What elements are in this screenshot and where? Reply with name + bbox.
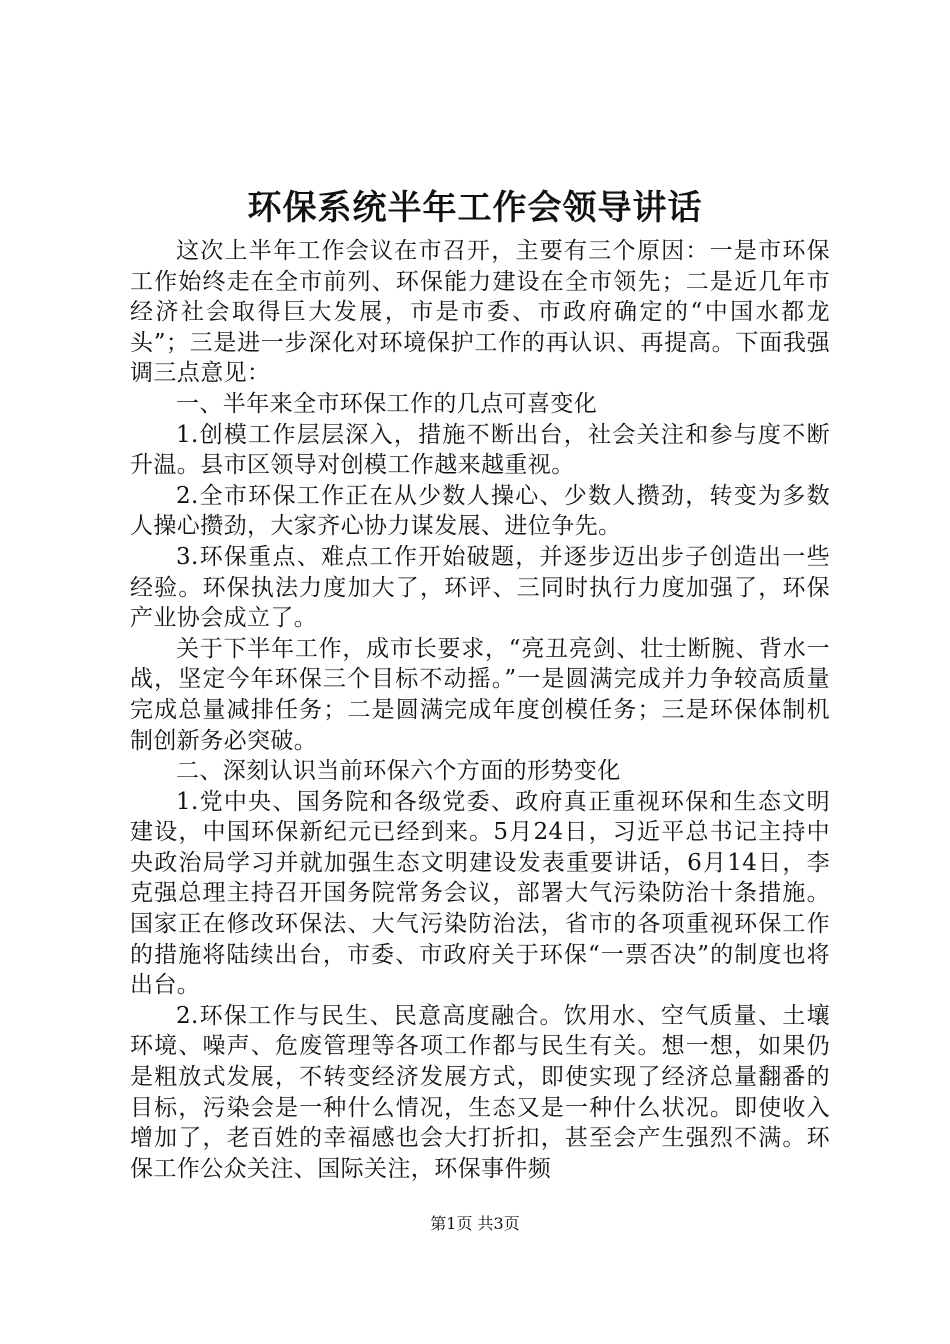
paragraph-second-half: 关于下半年工作，成市长要求，“亮丑亮剑、壮士断腕、背水一战，坚定今年环保三个目标不动摇。”一是圆满完成并力争较高质量完成总量减排任务；二是圆满完成年度创模任务；三是环保体制机制创新务必突破。 [130,635,830,754]
paragraph-item: 2.全市环保工作正在从少数人操心、少数人攒劲，转变为多数人操心攒劲，大家齐心协力谋发展、进位争先。 [130,482,830,540]
paragraph-item: 1.创模工作层层深入，措施不断出台，社会关注和参与度不断升温。县市区领导对创模工作越来越重视。 [130,421,830,479]
page-number-footer: 第1页 共3页 [430,1214,520,1233]
document-title: 环保系统半年工作会领导讲话 [247,188,703,228]
paragraph-intro: 这次上半年工作会议在市召开，主要有三个原因：一是市环保工作始终走在全市前列、环保能力建设在全市领先；二是近几年市经济社会取得巨大发展，市是市委、市政府确定的“中国水都龙头”；三是进一步深化对环境保护工作的再认识、再提高。下面我强调三点意见： [130,238,830,387]
section-heading-2: 二、深刻认识当前环保六个方面的形势变化 [176,758,621,785]
paragraph-item: 1.党中央、国务院和各级党委、政府真正重视环保和生态文明建设，中国环保新纪元已经到来。5月24日，习近平总书记主持中央政治局学习并就加强生态文明建设发表重要讲话，6月14日，李克强总理主持召开国务院常务会议，部署大气污染防治十条措施。国家正在修改环保法、大气污染防治法，省市的各项重视环保工作的措施将陆续出台，市委、市政府关于环保“一票否决”的制度也将出台。 [130,788,830,999]
document-body [130,236,830,1184]
paragraph-item: 3.环保重点、难点工作开始破题，并逐步迈出步子创造出一些经验。环保执法力度加大了，环评、三同时执行力度加强了，环保产业协会成立了。 [130,543,830,632]
section-heading-1: 一、半年来全市环保工作的几点可喜变化 [176,390,598,417]
paragraph-item: 2.环保工作与民生、民意高度融合。饮用水、空气质量、土壤环境、噪声、危废管理等各项工作都与民生有关。想一想，如果仍是粗放式发展，不转变经济发展方式，即使实现了经济总量翻番的目标，污染会是一种什么情况，生态又是一种什么状况。即使收入增加了，老百姓的幸福感也会大打折扣，甚至会产生强烈不满。环保工作公众关注、国际关注，环保事件频 [130,1002,830,1182]
